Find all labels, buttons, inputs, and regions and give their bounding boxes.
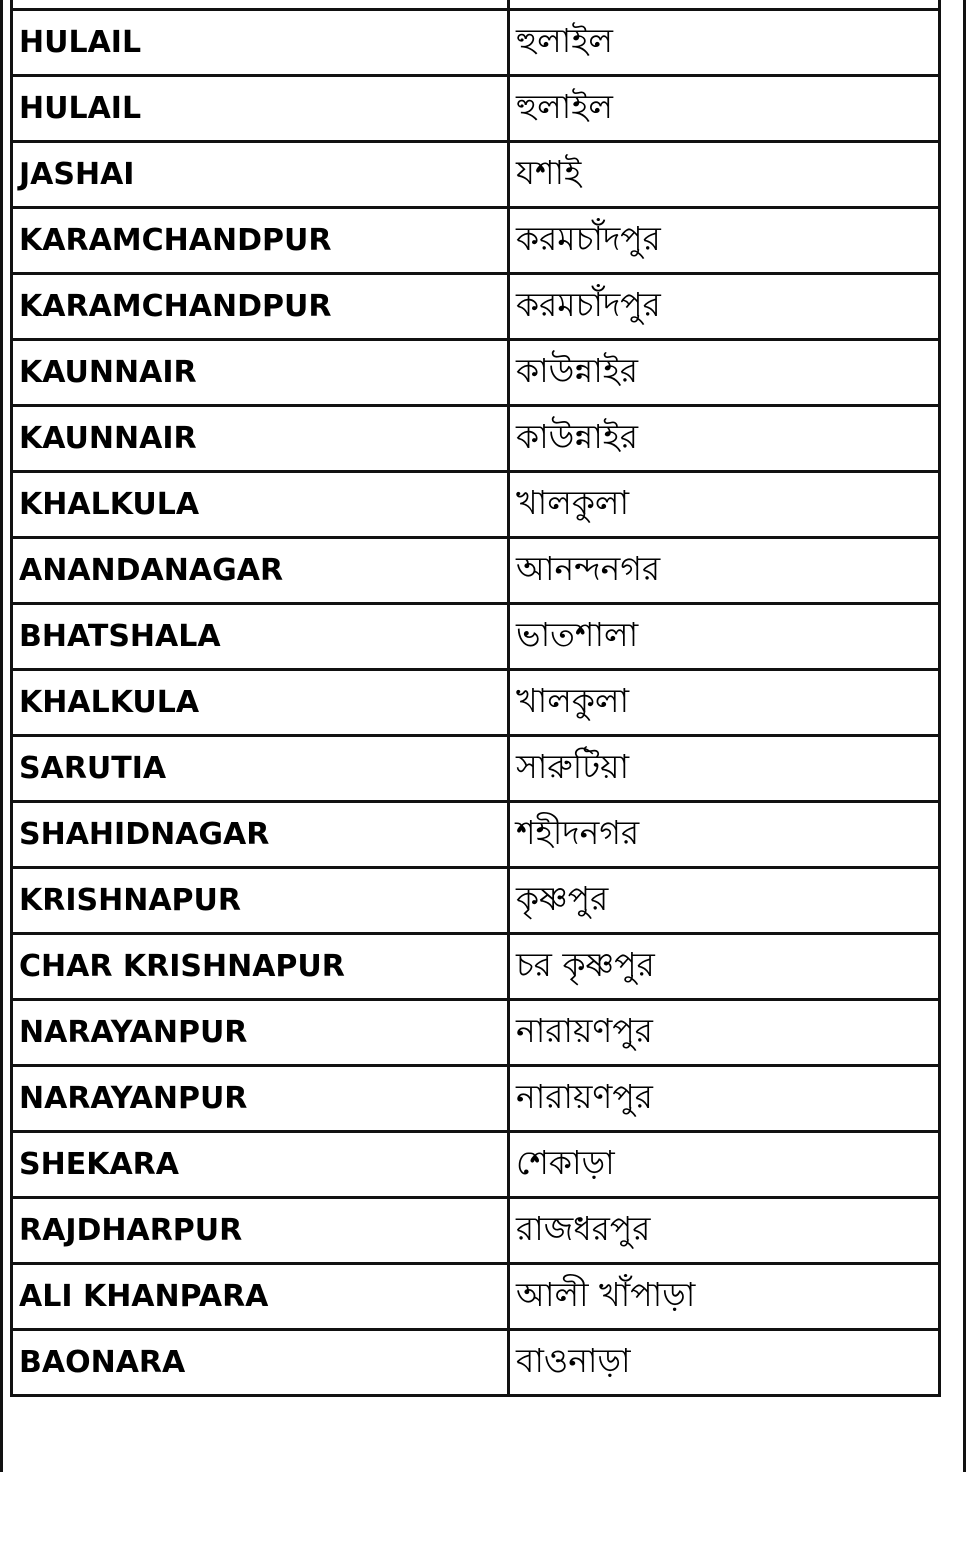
english-name-cell[interactable]: KARAMCHANDPUR xyxy=(12,274,509,340)
table-row xyxy=(12,1132,940,1198)
english-name-cell[interactable]: SHAHIDNAGAR xyxy=(12,802,509,868)
table-row xyxy=(12,76,940,142)
left-border-line xyxy=(0,0,3,1472)
table-row xyxy=(12,934,940,1000)
english-name-cell[interactable]: KHALKULA xyxy=(12,670,509,736)
table-row xyxy=(12,10,940,76)
english-name-cell[interactable]: BAONARA xyxy=(12,1330,509,1396)
bengali-name-cell[interactable]: কাউন্নাইর xyxy=(509,340,940,406)
bengali-name-cell[interactable]: রাজধরপুর xyxy=(509,1198,940,1264)
english-name-cell[interactable]: ANANDANAGAR xyxy=(12,538,509,604)
bengali-name-cell[interactable]: শহীদনগর xyxy=(509,802,940,868)
bengali-name-cell[interactable]: সারুটিয়া xyxy=(509,736,940,802)
english-name-cell[interactable]: KAUNNAIR xyxy=(12,340,509,406)
bengali-name-cell[interactable]: হুলাইল xyxy=(509,76,940,142)
table-row xyxy=(12,1198,940,1264)
english-name-cell[interactable]: JASHAI xyxy=(12,142,509,208)
bengali-name-cell[interactable]: চর কৃষ্ণপুর xyxy=(509,934,940,1000)
bengali-name-cell[interactable]: বাওনাড়া xyxy=(509,1330,940,1396)
bengali-name-cell[interactable]: কাউন্নাইর xyxy=(509,406,940,472)
table-row xyxy=(12,340,940,406)
table-row xyxy=(12,472,940,538)
table-row xyxy=(12,1066,940,1132)
table-row xyxy=(12,0,940,10)
bengali-name-cell[interactable]: শেকাড়া xyxy=(509,1132,940,1198)
english-name-cell[interactable]: NARAYANPUR xyxy=(12,1066,509,1132)
table-row xyxy=(12,274,940,340)
english-name-cell[interactable]: HULAIL xyxy=(12,76,509,142)
bengali-name-cell[interactable]: আনন্দনগর xyxy=(509,538,940,604)
table-row xyxy=(12,1264,940,1330)
table-body xyxy=(12,0,940,1396)
table-row xyxy=(12,868,940,934)
english-name-cell[interactable]: SHEKARA xyxy=(12,1132,509,1198)
table-row xyxy=(12,604,940,670)
english-name-cell[interactable] xyxy=(12,0,509,10)
table-row xyxy=(12,1330,940,1396)
english-name-cell[interactable]: BHATSHALA xyxy=(12,604,509,670)
table-row xyxy=(12,670,940,736)
table-row xyxy=(12,406,940,472)
english-name-cell[interactable]: KRISHNAPUR xyxy=(12,868,509,934)
bengali-name-cell[interactable]: কৃষ্ণপুর xyxy=(509,868,940,934)
bengali-name-cell[interactable]: খালকুলা xyxy=(509,472,940,538)
bengali-name-cell[interactable]: ভাতশালা xyxy=(509,604,940,670)
english-name-cell[interactable]: KAUNNAIR xyxy=(12,406,509,472)
english-name-cell[interactable]: RAJDHARPUR xyxy=(12,1198,509,1264)
bengali-name-cell[interactable]: নারায়ণপুর xyxy=(509,1000,940,1066)
bengali-name-cell[interactable]: করমচাঁদপুর xyxy=(509,274,940,340)
bengali-name-cell[interactable]: হুলাইল xyxy=(509,10,940,76)
english-name-cell[interactable]: ALI KHANPARA xyxy=(12,1264,509,1330)
table-row xyxy=(12,142,940,208)
table-row xyxy=(12,538,940,604)
english-name-cell[interactable]: SARUTIA xyxy=(12,736,509,802)
bengali-name-cell[interactable]: আলী খাঁপাড়া xyxy=(509,1264,940,1330)
table-row xyxy=(12,208,940,274)
bengali-name-cell[interactable]: করমচাঁদপুর xyxy=(509,208,940,274)
table-row xyxy=(12,1000,940,1066)
village-names-table xyxy=(10,0,941,1397)
english-name-cell[interactable]: CHAR KRISHNAPUR xyxy=(12,934,509,1000)
english-name-cell[interactable]: HULAIL xyxy=(12,10,509,76)
english-name-cell[interactable]: KHALKULA xyxy=(12,472,509,538)
english-name-cell[interactable]: KARAMCHANDPUR xyxy=(12,208,509,274)
english-name-cell[interactable]: NARAYANPUR xyxy=(12,1000,509,1066)
bengali-name-cell[interactable] xyxy=(509,0,940,10)
table-row xyxy=(12,802,940,868)
table-row xyxy=(12,736,940,802)
bengali-name-cell[interactable]: নারায়ণপুর xyxy=(509,1066,940,1132)
bengali-name-cell[interactable]: যশাই xyxy=(509,142,940,208)
bengali-name-cell[interactable]: খালকুলা xyxy=(509,670,940,736)
